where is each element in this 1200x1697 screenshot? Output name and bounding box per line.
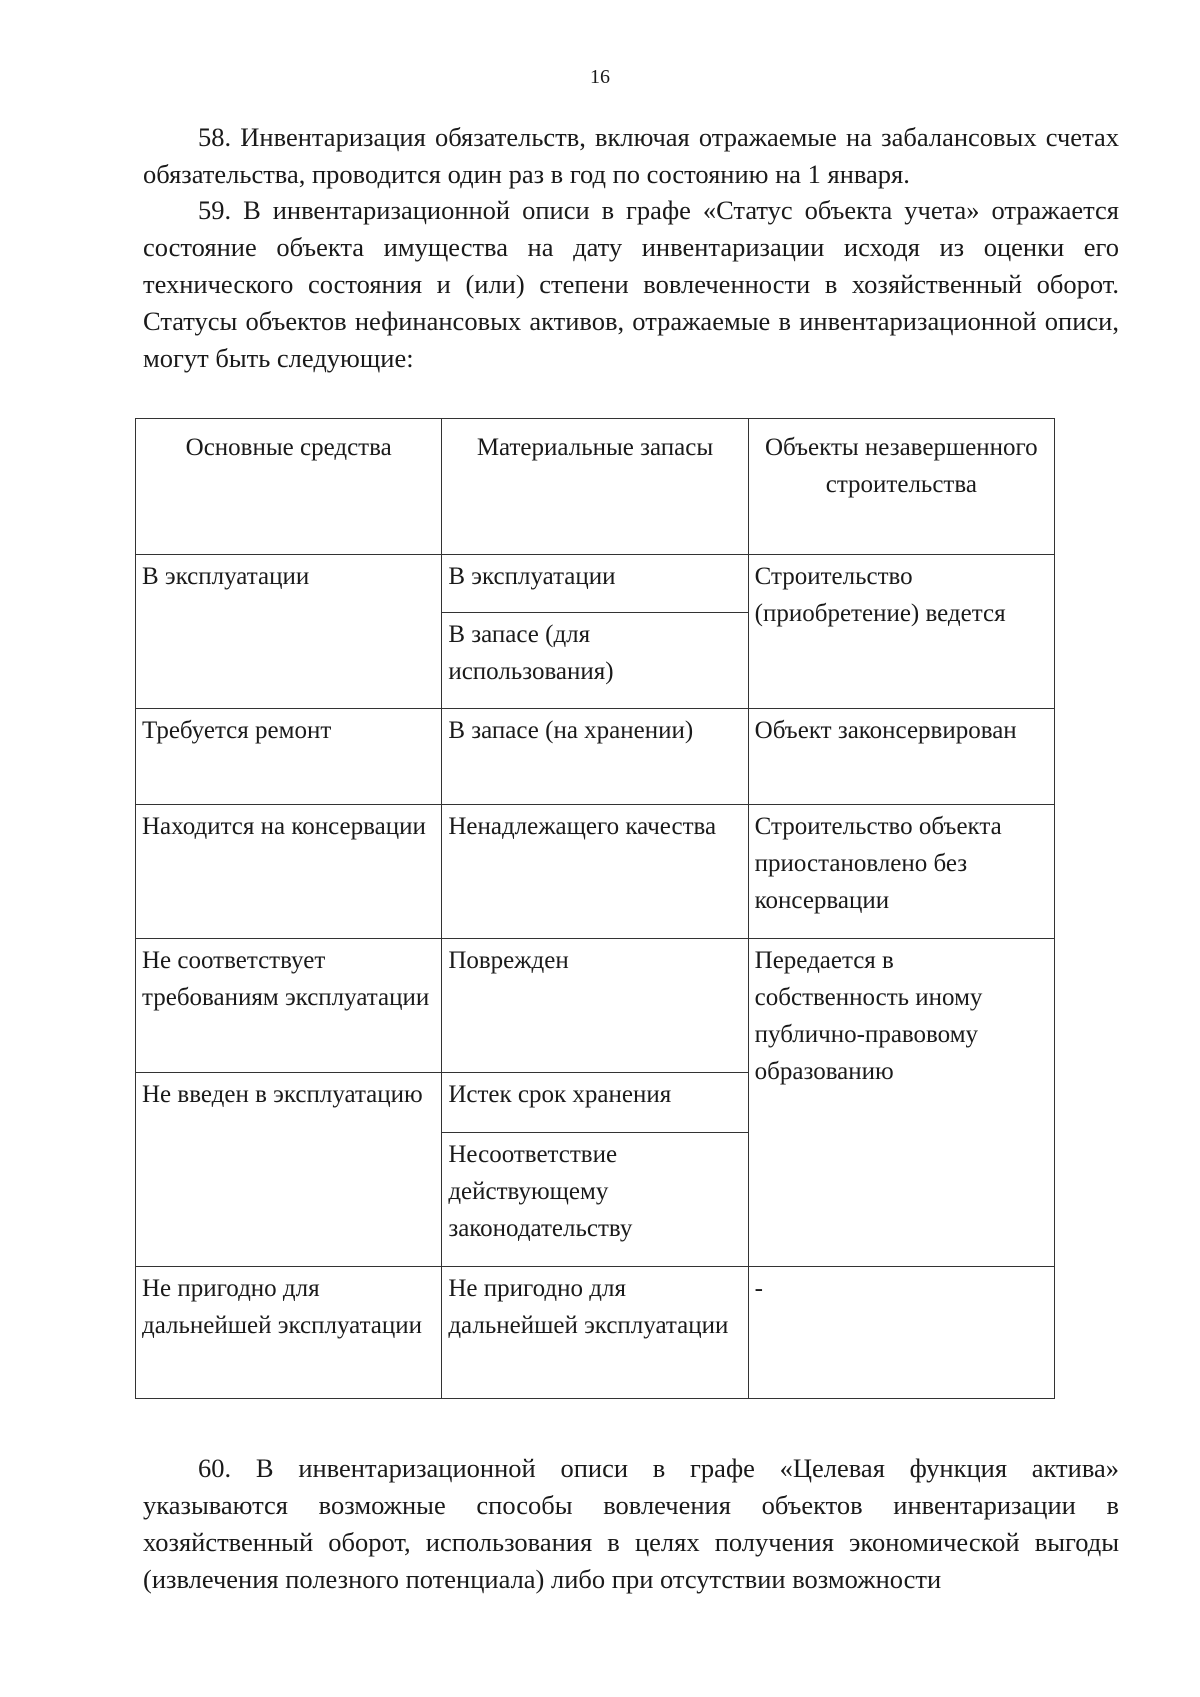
header-inventories: Материальные запасы xyxy=(442,419,748,555)
paragraph-58: 58. Инвентаризация обязательств, включая отражаемые на забалансовых счетах обязательства, проводится один раз в год по состоянию на 1 января. xyxy=(143,122,1119,189)
page-number: 16 xyxy=(590,66,610,88)
cell-inventories: Поврежден xyxy=(442,939,748,1073)
cell-construction: Передается в собственность иному публично-правовому образованию xyxy=(748,939,1054,1267)
cell-construction: Строительство объекта приостановлено без консервации xyxy=(748,805,1054,939)
cell-construction: Объект законсервирован xyxy=(748,709,1054,805)
cell-construction: - xyxy=(748,1267,1054,1399)
cell-inventories: В эксплуатации xyxy=(442,555,748,613)
table-row xyxy=(136,939,1055,1073)
cell-fixed-assets: Требуется ремонт xyxy=(136,709,442,805)
table-row xyxy=(136,805,1055,939)
cell-fixed-assets: Не введен в эксплуатацию xyxy=(136,1073,442,1267)
header-fixed-assets: Основные средства xyxy=(136,419,442,555)
cell-construction: Строительство (приобретение) ведется xyxy=(748,555,1054,709)
paragraph-59: 59. В инвентаризационной описи в графе «Статус объекта учета» отражается состояние объекта имущества на дату инвентаризации исходя из оценки его технического состояния и (или) степени вовлеченности в хозяйственный оборот. Статусы объектов нефинансовых активов, отражаемые в инвентаризационной описи, могут быть следующие: xyxy=(143,195,1119,373)
cell-fixed-assets: В эксплуатации xyxy=(136,555,442,709)
cell-inventories: Несоответствие действующему законодательству xyxy=(442,1133,748,1267)
table-header-row xyxy=(136,419,1055,555)
paragraph-60: 60. В инвентаризационной описи в графе «Целевая функция актива» указываются возможные способы вовлечения объектов инвентаризации в хозяйственный оборот, использования в целях получения экономической выгоды (извлечения полезного потенциала) либо при отсутствии возможности xyxy=(143,1453,1119,1594)
table-row xyxy=(136,1267,1055,1399)
table-row xyxy=(136,555,1055,613)
cell-inventories: Ненадлежащего качества xyxy=(442,805,748,939)
cell-inventories: В запасе (на хранении) xyxy=(442,709,748,805)
cell-inventories: В запасе (для использования) xyxy=(442,613,748,709)
cell-inventories: Не пригодно для дальнейшей эксплуатации xyxy=(442,1267,748,1399)
cell-fixed-assets: Не пригодно для дальнейшей эксплуатации xyxy=(136,1267,442,1399)
header-construction-in-progress: Объекты незавершенного строительства xyxy=(748,419,1054,555)
cell-fixed-assets: Находится на консервации xyxy=(136,805,442,939)
cell-inventories: Истек срок хранения xyxy=(442,1073,748,1133)
table-row xyxy=(136,709,1055,805)
cell-fixed-assets: Не соответствует требованиям эксплуатации xyxy=(136,939,442,1073)
asset-status-table xyxy=(135,418,1055,1399)
